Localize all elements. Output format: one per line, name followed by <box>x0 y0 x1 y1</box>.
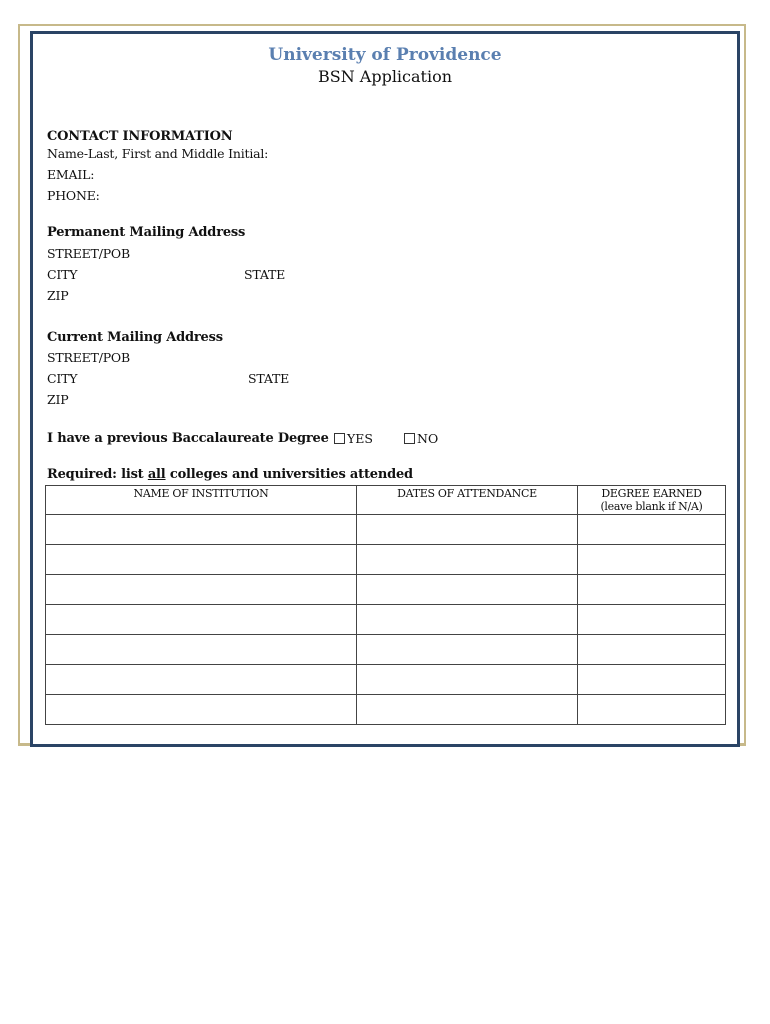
colleges-heading-emphasis: all <box>147 467 166 482</box>
colleges-heading-prefix: Required: list <box>47 467 148 482</box>
colleges-table-header <box>46 486 726 515</box>
university-title: University of Providence <box>268 45 502 65</box>
institution-cell[interactable] <box>46 635 357 665</box>
degree-column-note: (leave blank if N/A) <box>600 500 703 513</box>
dates-cell[interactable] <box>357 665 578 695</box>
degree-no-option[interactable] <box>404 431 438 446</box>
table-row <box>46 605 726 635</box>
institution-cell[interactable] <box>46 545 357 575</box>
dates-cell[interactable] <box>357 515 578 545</box>
degree-cell[interactable] <box>578 635 726 665</box>
no-label: NO <box>417 431 439 446</box>
permanent-street-label: STREET/POB <box>47 246 130 261</box>
degree-cell[interactable] <box>578 545 726 575</box>
name-field-label: Name-Last, First and Middle Initial: <box>47 146 269 161</box>
application-title: BSN Application <box>317 67 453 86</box>
degree-yes-option[interactable] <box>334 431 373 446</box>
table-row <box>46 515 726 545</box>
institution-cell[interactable] <box>46 575 357 605</box>
table-row <box>46 665 726 695</box>
current-street-label: STREET/POB <box>47 350 130 365</box>
colleges-table <box>45 485 726 725</box>
table-row <box>46 575 726 605</box>
yes-label: YES <box>347 431 373 446</box>
degree-cell[interactable] <box>578 575 726 605</box>
institution-cell[interactable] <box>46 665 357 695</box>
yes-checkbox[interactable] <box>334 433 345 444</box>
institution-column-header: NAME OF INSTITUTION <box>46 486 357 515</box>
institution-cell[interactable] <box>46 515 357 545</box>
degree-cell[interactable] <box>578 515 726 545</box>
permanent-city-label: CITY <box>47 267 78 282</box>
no-checkbox[interactable] <box>404 433 415 444</box>
current-city-label: CITY <box>47 371 78 386</box>
email-field-label: EMAIL: <box>47 167 95 182</box>
dates-cell[interactable] <box>357 545 578 575</box>
dates-cell[interactable] <box>357 605 578 635</box>
degree-cell[interactable] <box>578 665 726 695</box>
previous-degree-question: I have a previous Baccalaureate Degree <box>47 431 329 446</box>
dates-cell[interactable] <box>357 695 578 725</box>
current-state-label: STATE <box>248 371 290 386</box>
colleges-heading <box>47 467 413 482</box>
dates-cell[interactable] <box>357 635 578 665</box>
colleges-heading-suffix: colleges and universities attended <box>165 467 413 482</box>
phone-field-label: PHONE: <box>47 188 100 203</box>
table-row <box>46 545 726 575</box>
degree-column-header <box>578 486 726 515</box>
table-row <box>46 635 726 665</box>
current-address-heading: Current Mailing Address <box>47 330 223 345</box>
permanent-address-heading: Permanent Mailing Address <box>47 225 246 240</box>
institution-cell[interactable] <box>46 605 357 635</box>
permanent-zip-label: ZIP <box>47 288 69 303</box>
permanent-state-label: STATE <box>244 267 286 282</box>
dates-column-header: DATES OF ATTENDANCE <box>357 486 578 515</box>
table-row <box>46 695 726 725</box>
dates-cell[interactable] <box>357 575 578 605</box>
contact-heading: CONTACT INFORMATION <box>47 129 233 144</box>
degree-cell[interactable] <box>578 605 726 635</box>
institution-cell[interactable] <box>46 695 357 725</box>
degree-column-title: DEGREE EARNED <box>601 487 702 500</box>
current-zip-label: ZIP <box>47 392 69 407</box>
degree-cell[interactable] <box>578 695 726 725</box>
